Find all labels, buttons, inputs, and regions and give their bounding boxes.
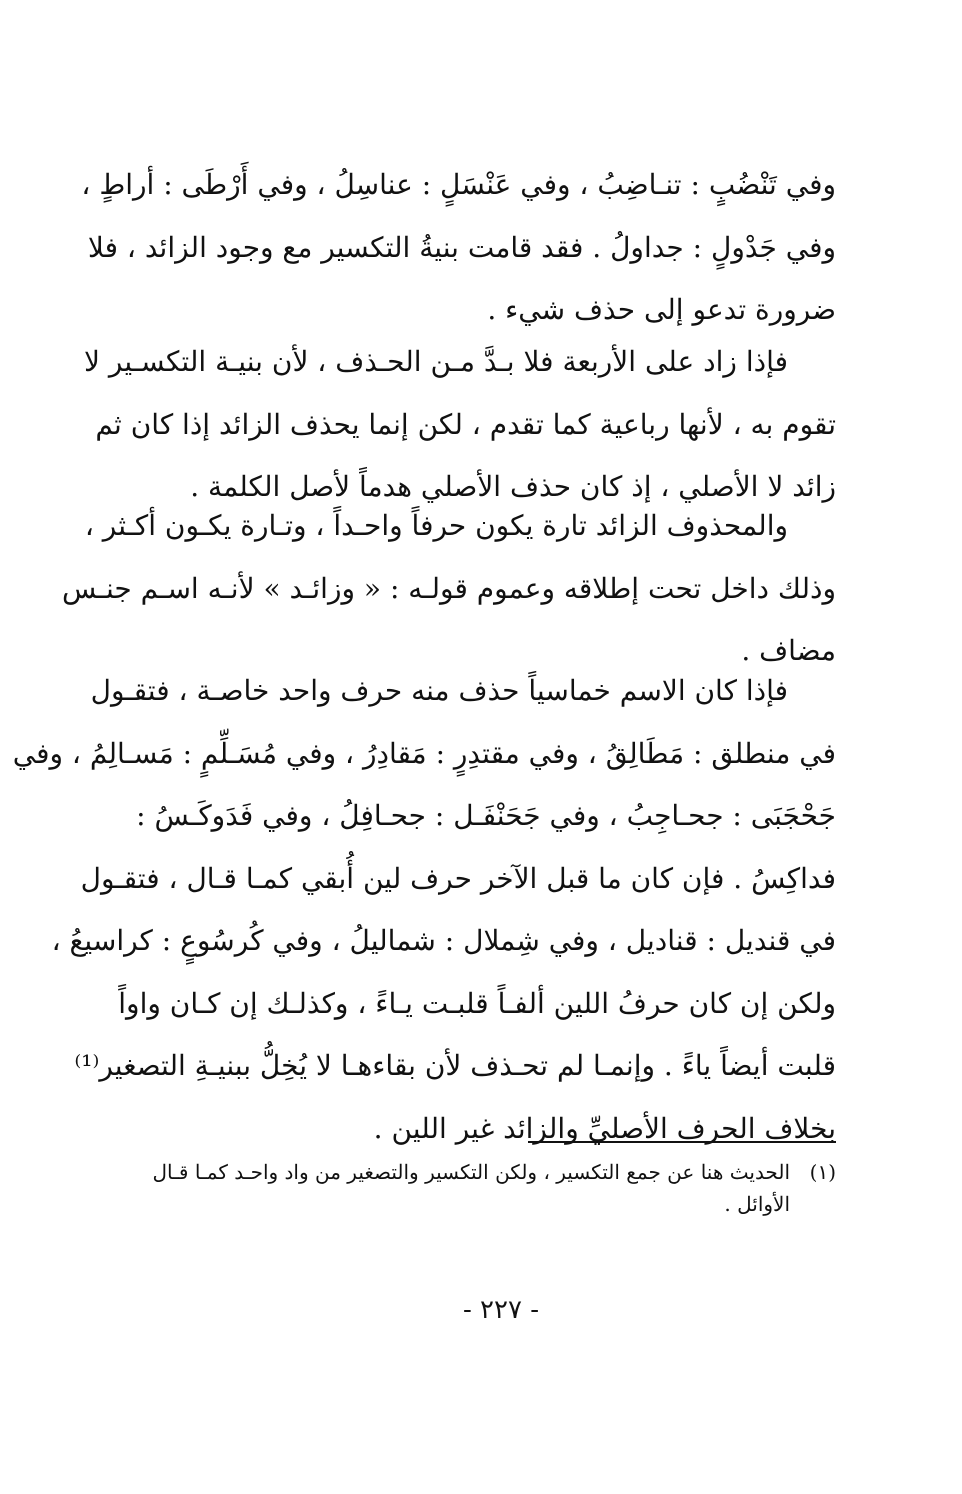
page-number: - ٢٢٧ - [462,1295,540,1325]
footnote-text [152,1156,790,1220]
text-line: فإذا كان الاسم خماسياً حذف منه حرف واحد خاصـة ، فتقـول [90,674,788,707]
footnote [152,1156,836,1220]
text-line: مضاف . [741,634,836,667]
footnote-line: الأوائل . [724,1192,790,1216]
text-line: قلبت أيضاً ياءً . وإنمـا لم تحـذف لأن بقاءهـا لا يُخِلُّ ببنيـةِ التصغير⁽¹⁾ [74,1049,836,1082]
text-line: زائد لا الأصلي ، إذ كان حذف الأصلي هدماً لأصل الكلمة . [190,470,836,503]
text-line: في منطلق : مَطَالِقُ ، وفي مقتدِرٍ : مَقادِرُ ، وفي مُسَـلِّمٍ : مَسـالِمُ ، وفي [12,736,836,770]
footnote-divider [528,1141,836,1143]
footnote-marker: (١) [809,1160,836,1184]
text-line: فإذا زاد على الأربعة فلا بـدَّ مـن الحـذف ، لأن بنيـة التكسـير لا [84,345,788,378]
text-line: ضرورة تدعو إلى حذف شيء . [487,293,836,326]
text-line: بخلاف الحرف الأصليِّ والزائد غير اللين . [373,1111,836,1145]
paragraph-2 [84,331,836,519]
paragraph-1 [81,154,836,342]
text-line: في قنديل : قناديل ، وفي شِملال : شماليلُ ، وفي كُرسُوعٍ : كراسيعُ ، [51,924,836,957]
text-line: وذلك داخل تحت إطلاقه وعموم قولـه : « وزائـد » لأنـه اسـم جنـس [62,571,836,605]
text-line: وفي جَدْولٍ : جداولُ . فقد قامت بنيةُ التكسير مع وجود الزائد ، فلا [87,230,836,264]
text-line: جَحْجَبَى : جحـاجِبُ ، وفي جَحَنْفَـل : جحـافِلُ ، وفي فَدَوكَـسُ : [136,799,836,832]
text-line: تقوم به ، لأنها رباعية كما تقدم ، لكن إنما يحذف الزائد إذا كان ثم [95,407,836,441]
paragraph-4 [12,660,836,1160]
text-line: ولكن إن كان حرفُ اللين ألفـاً قلبـت يـاءً ، وكذلـك إن كـان واواً [118,986,836,1020]
paragraph-3 [62,495,836,683]
text-line: وفي تَنْضُبٍ : تنـاضِبُ ، وفي عَنْسَلٍ : عناسِلُ ، وفي أَرْطَى : أراطٍ ، [81,168,836,201]
text-line: فداكِسُ . فإن كان ما قبل الآخر حرف لين أُبقي كمـا قـال ، فتقـول [80,861,836,895]
text-line: والمحذوف الزائد تارة يكون حرفاً واحـداً ، وتـارة يكـون أكـثر ، [84,509,788,542]
footnote-line: الحديث هنا عن جمع التكسير ، ولكن التكسير والتصغير من واد واحـد كمـا قـال [152,1160,790,1184]
